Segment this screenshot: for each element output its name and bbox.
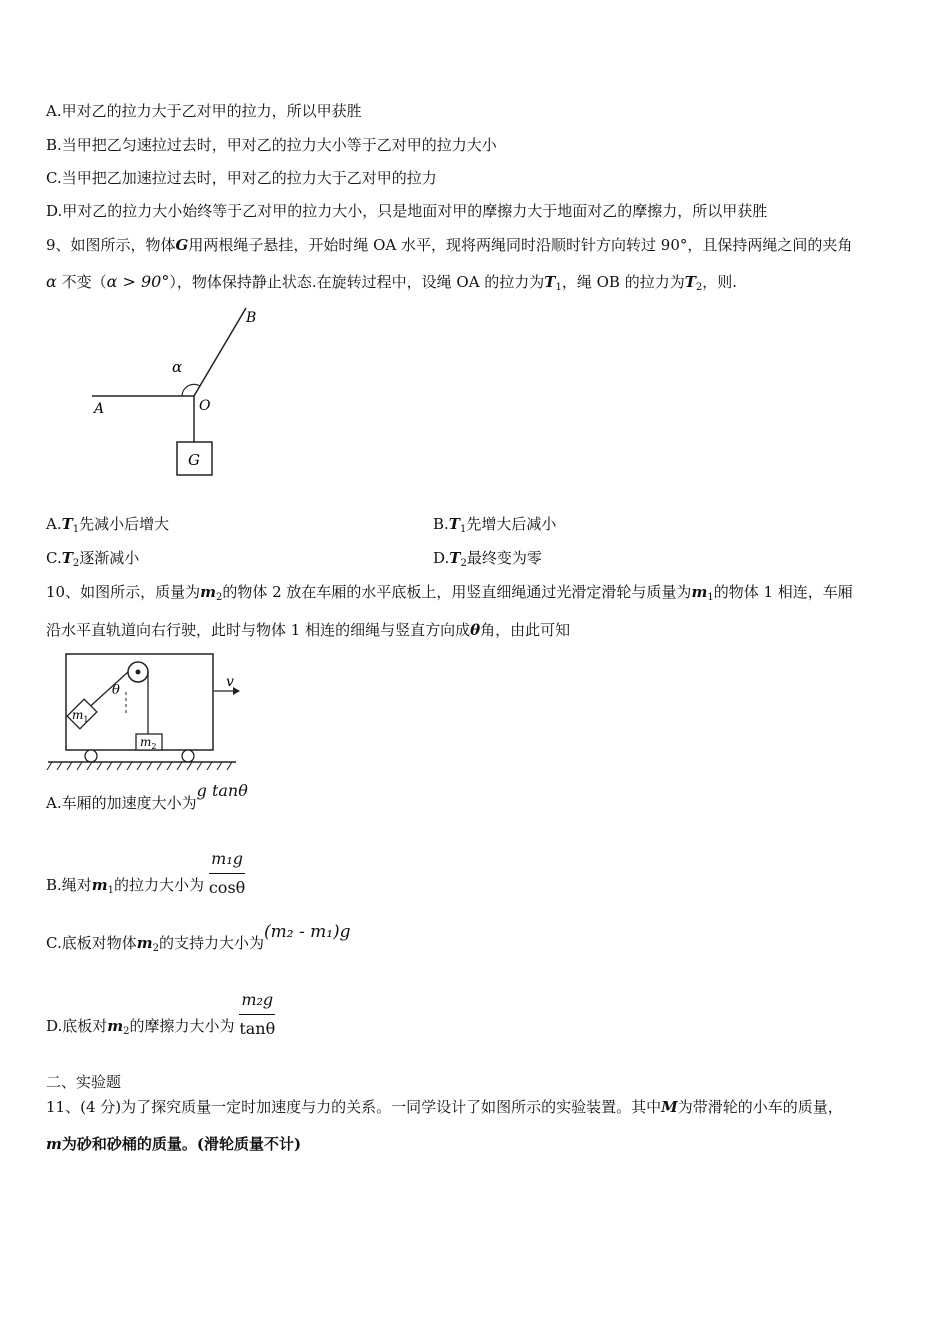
- q10-option-c: C.底板对物体$m_2$的支持力大小为(m₂ - m₁)g: [46, 922, 351, 954]
- q10-stem-line2: 沿水平直轨道向右行驶，此时与物体 1 相连的细绳与竖直方向成θ角，由此可知: [46, 621, 571, 639]
- q8-option-c: C.当甲把乙加速拉过去时，甲对乙的拉力大于乙对甲的拉力: [46, 169, 437, 187]
- label-a: A: [94, 401, 105, 417]
- label-theta: θ: [112, 683, 120, 698]
- section-title: 二、实验题: [46, 1073, 122, 1091]
- ground-hatch: [47, 762, 232, 770]
- label-v: v: [226, 674, 234, 690]
- label-b: B: [246, 310, 257, 326]
- q10-option-a: A.车厢的加速度大小为g tanθ: [46, 781, 248, 812]
- label-alpha: α: [172, 358, 183, 376]
- q10-figure: [46, 650, 246, 772]
- q9-stem-line2: α 不变（α > 90°），物体保持静止状态.在旋转过程中，设绳 OA 的拉力为$T_1$，绳 OB 的拉力为$T_2$，则.: [46, 272, 738, 293]
- b-formula: $\frac{\text{m₁g}}{\cos\theta}$: [209, 846, 245, 901]
- q9-stem-line1: 9、如图所示，物体G用两根绳子悬挂，开始时绳 OA 水平，现将两绳同时沿顺时针方向转过 90°，且保持两绳之间的夹角: [46, 236, 853, 254]
- label-m1: $m_1$: [72, 708, 89, 724]
- q10-option-b: B.绳对$m_1$的拉力大小为 $\frac{\text{m₁g}}{\cos\theta}$: [46, 846, 245, 901]
- label-m2: $m_2$: [140, 735, 157, 751]
- rope-ob: [194, 308, 246, 396]
- q8-option-a: A.甲对乙的拉力大于乙对甲的拉力，所以甲获胜: [46, 102, 362, 120]
- q11-stem-line1: 11、(4 分)为了探究质量一定时加速度与力的关系。一同学设计了如图所示的实验装置。其中M为带滑轮的小车的质量，: [46, 1098, 843, 1116]
- q9-option-d: $D.T_2$最终变为零: [433, 549, 542, 569]
- q10-option-d: D.底板对$m_2$的摩擦力大小为 $\frac{\text{m₂g}}{\tan\theta}$: [46, 987, 275, 1042]
- q8-option-b: B.当甲把乙匀速拉过去时，甲对乙的拉力大小等于乙对甲的拉力大小: [46, 136, 497, 154]
- q9-option-a: $A.T_1$先减小后增大: [46, 515, 170, 535]
- wheel-right: [182, 750, 194, 762]
- q11-stem-line2: m为砂和砂桶的质量。(滑轮质量不计): [46, 1135, 302, 1153]
- q8-option-d: D.甲对乙的拉力大小始终等于乙对甲的拉力大小，只是地面对甲的摩擦力大于地面对乙的摩擦力，所以甲获胜: [46, 202, 768, 220]
- q10-stem-line1: 10、如图所示，质量为$m_2$的物体 2 放在车厢的水平底板上，用竖直细绳通过光滑定滑轮与质量为$m_1$的物体 1 相连，车厢: [46, 583, 853, 603]
- q9-option-b: $B.T_1$先增大后减小: [433, 515, 557, 535]
- d-formula: $\frac{\text{m₂g}}{\tan\theta}$: [239, 987, 275, 1042]
- label-o: O: [199, 398, 211, 414]
- label-g: G: [188, 451, 200, 469]
- q9-option-c: $C.T_2$逐渐减小: [46, 549, 140, 569]
- q9-figure: [88, 300, 278, 485]
- wheel-left: [85, 750, 97, 762]
